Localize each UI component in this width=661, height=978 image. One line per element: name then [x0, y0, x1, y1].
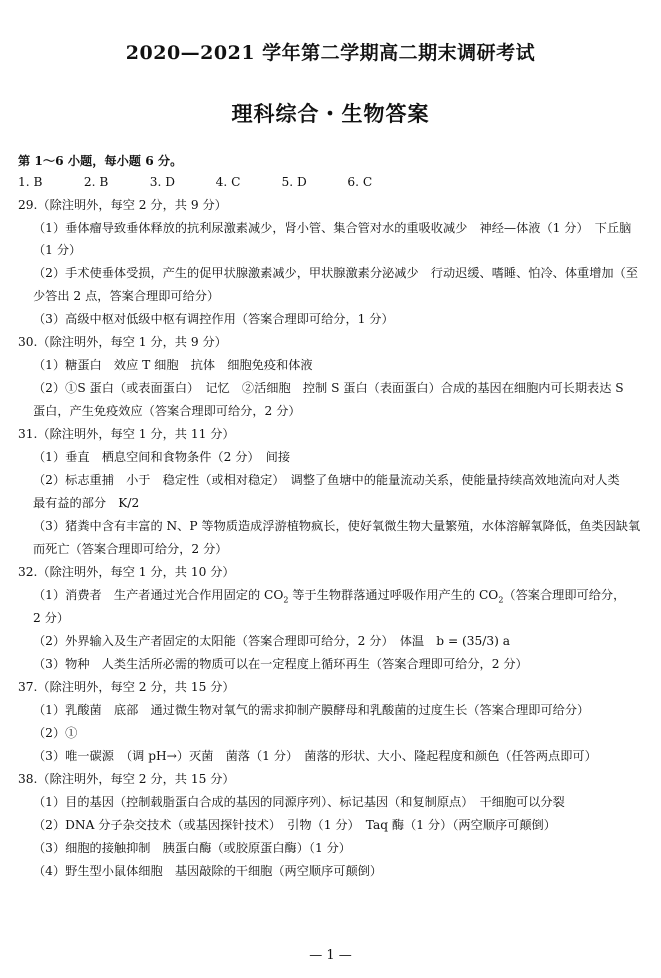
q38-answer-3: （3）细胞的接触抑制 胰蛋白酶（或胶原蛋白酶）（1 分） — [33, 841, 351, 855]
page-number: — 1 — — [309, 948, 352, 963]
q31-answer-2: （2）标志重捕 小于 稳定性（或相对稳定） 调整了鱼塘中的能量流动关系，使能量持续高效地流向对人类 — [33, 473, 620, 487]
q31-answer-2-cont: 最有益的部分 K/2 — [33, 496, 140, 510]
q32-answer-1: （1）消费者 生产者通过光合作用固定的 $CO_2$ 等于生物群落通过呼吸作用产生的 $CO_2$（答案合理即可给分， — [33, 588, 626, 605]
q38-answer-4: （4）野生型小鼠体细胞 基因敲除的干细胞（两空顺序可颠倒） — [33, 864, 383, 878]
page-title: 2020—2021 学年第二学期高二期末调研考试 — [125, 42, 536, 64]
mc-intro: 第 1～6 小题，每小题 6 分。 — [18, 154, 183, 168]
page-subtitle: 理科综合・生物答案 — [231, 101, 430, 126]
mc-answer: 5. D — [281, 175, 307, 189]
q38-heading: 38.（除注明外，每空 2 分，共 15 分） — [18, 772, 235, 786]
q37-heading: 37.（除注明外，每空 2 分，共 15 分） — [18, 680, 235, 694]
q30-heading: 30.（除注明外，每空 1 分，共 9 分） — [18, 335, 227, 349]
q37-answer-2: （2）① — [33, 726, 78, 740]
q29-answer-1-cont: （1 分） — [33, 243, 82, 257]
q32-heading: 32.（除注明外，每空 1 分，共 10 分） — [18, 565, 235, 579]
q31-answer-1: （1）垂直 栖息空间和食物条件（2 分） 间接 — [33, 450, 291, 464]
q32-answer-1-cont: 2 分） — [33, 611, 70, 625]
q29-heading: 29.（除注明外，每空 2 分，共 9 分） — [18, 198, 227, 212]
q31-heading: 31.（除注明外，每空 1 分，共 11 分） — [18, 427, 235, 441]
mc-answer: 3. D — [149, 175, 176, 189]
q29-answer-2-cont: 少答出 2 点，答案合理即可给分） — [33, 289, 220, 303]
mc-answers — [18, 174, 648, 190]
mc-answer: 2. B — [83, 175, 109, 189]
q29-answer-3: （3）高级中枢对低级中枢有调控作用（答案合理即可给分，1 分） — [33, 312, 394, 326]
q29-answer-1: （1）垂体瘤导致垂体释放的抗利尿激素减少，肾小管、集合管对水的重吸收减少 神经—体液（1 分） 下丘脑 — [33, 221, 632, 235]
q30-answer-2-cont: 蛋白，产生免疫效应（答案合理即可给分，2 分） — [33, 404, 301, 418]
mc-answer: 4. C — [215, 175, 241, 189]
q32-answer-2: （2）外界输入及生产者固定的太阳能（答案合理即可给分，2 分） 体温 b = (35/3) a — [33, 634, 511, 648]
q30-answer-2: （2）①S 蛋白（或表面蛋白） 记忆 ②活细胞 控制 S 蛋白（表面蛋白）合成的基因在细胞内可长期表达 S — [33, 381, 624, 395]
q37-answer-3: （3）唯一碳源 （调 pH→）灭菌 菌落（1 分） 菌落的形状、大小、隆起程度和颜色（任答两点即可） — [33, 749, 597, 763]
q37-answer-1: （1）乳酸菌 底部 通过微生物对氧气的需求抑制产膜酵母和乳酸菌的过度生长（答案合理即可给分） — [33, 703, 590, 717]
q31-answer-3: （3）猪粪中含有丰富的 N、P 等物质造成浮游植物疯长，使好氧微生物大量繁殖，水体溶解氧降低，鱼类因缺氧 — [33, 519, 641, 533]
mc-answer: 1. B — [18, 175, 43, 189]
q31-answer-3-cont: 而死亡（答案合理即可给分，2 分） — [33, 542, 228, 556]
q30-answer-1: （1）糖蛋白 效应 T 细胞 抗体 细胞免疫和体液 — [33, 358, 313, 372]
q29-answer-2: （2）手术使垂体受损，产生的促甲状腺激素减少，甲状腺激素分泌减少 行动迟缓、嗜睡、怕冷、体重增加（至 — [33, 266, 638, 280]
mc-answer: 6. C — [347, 175, 373, 189]
q38-answer-1: （1）目的基因（控制载脂蛋白合成的基因的同源序列）、标记基因（和复制原点） 干细胞可以分裂 — [33, 795, 565, 809]
q32-answer-3: （3）物种 人类生活所必需的物质可以在一定程度上循环再生（答案合理即可给分，2 分） — [33, 657, 528, 671]
q38-answer-2: （2）DNA 分子杂交技术（或基因探针技术） 引物（1 分） Taq 酶（1 分）（两空顺序可颠倒） — [33, 818, 556, 832]
